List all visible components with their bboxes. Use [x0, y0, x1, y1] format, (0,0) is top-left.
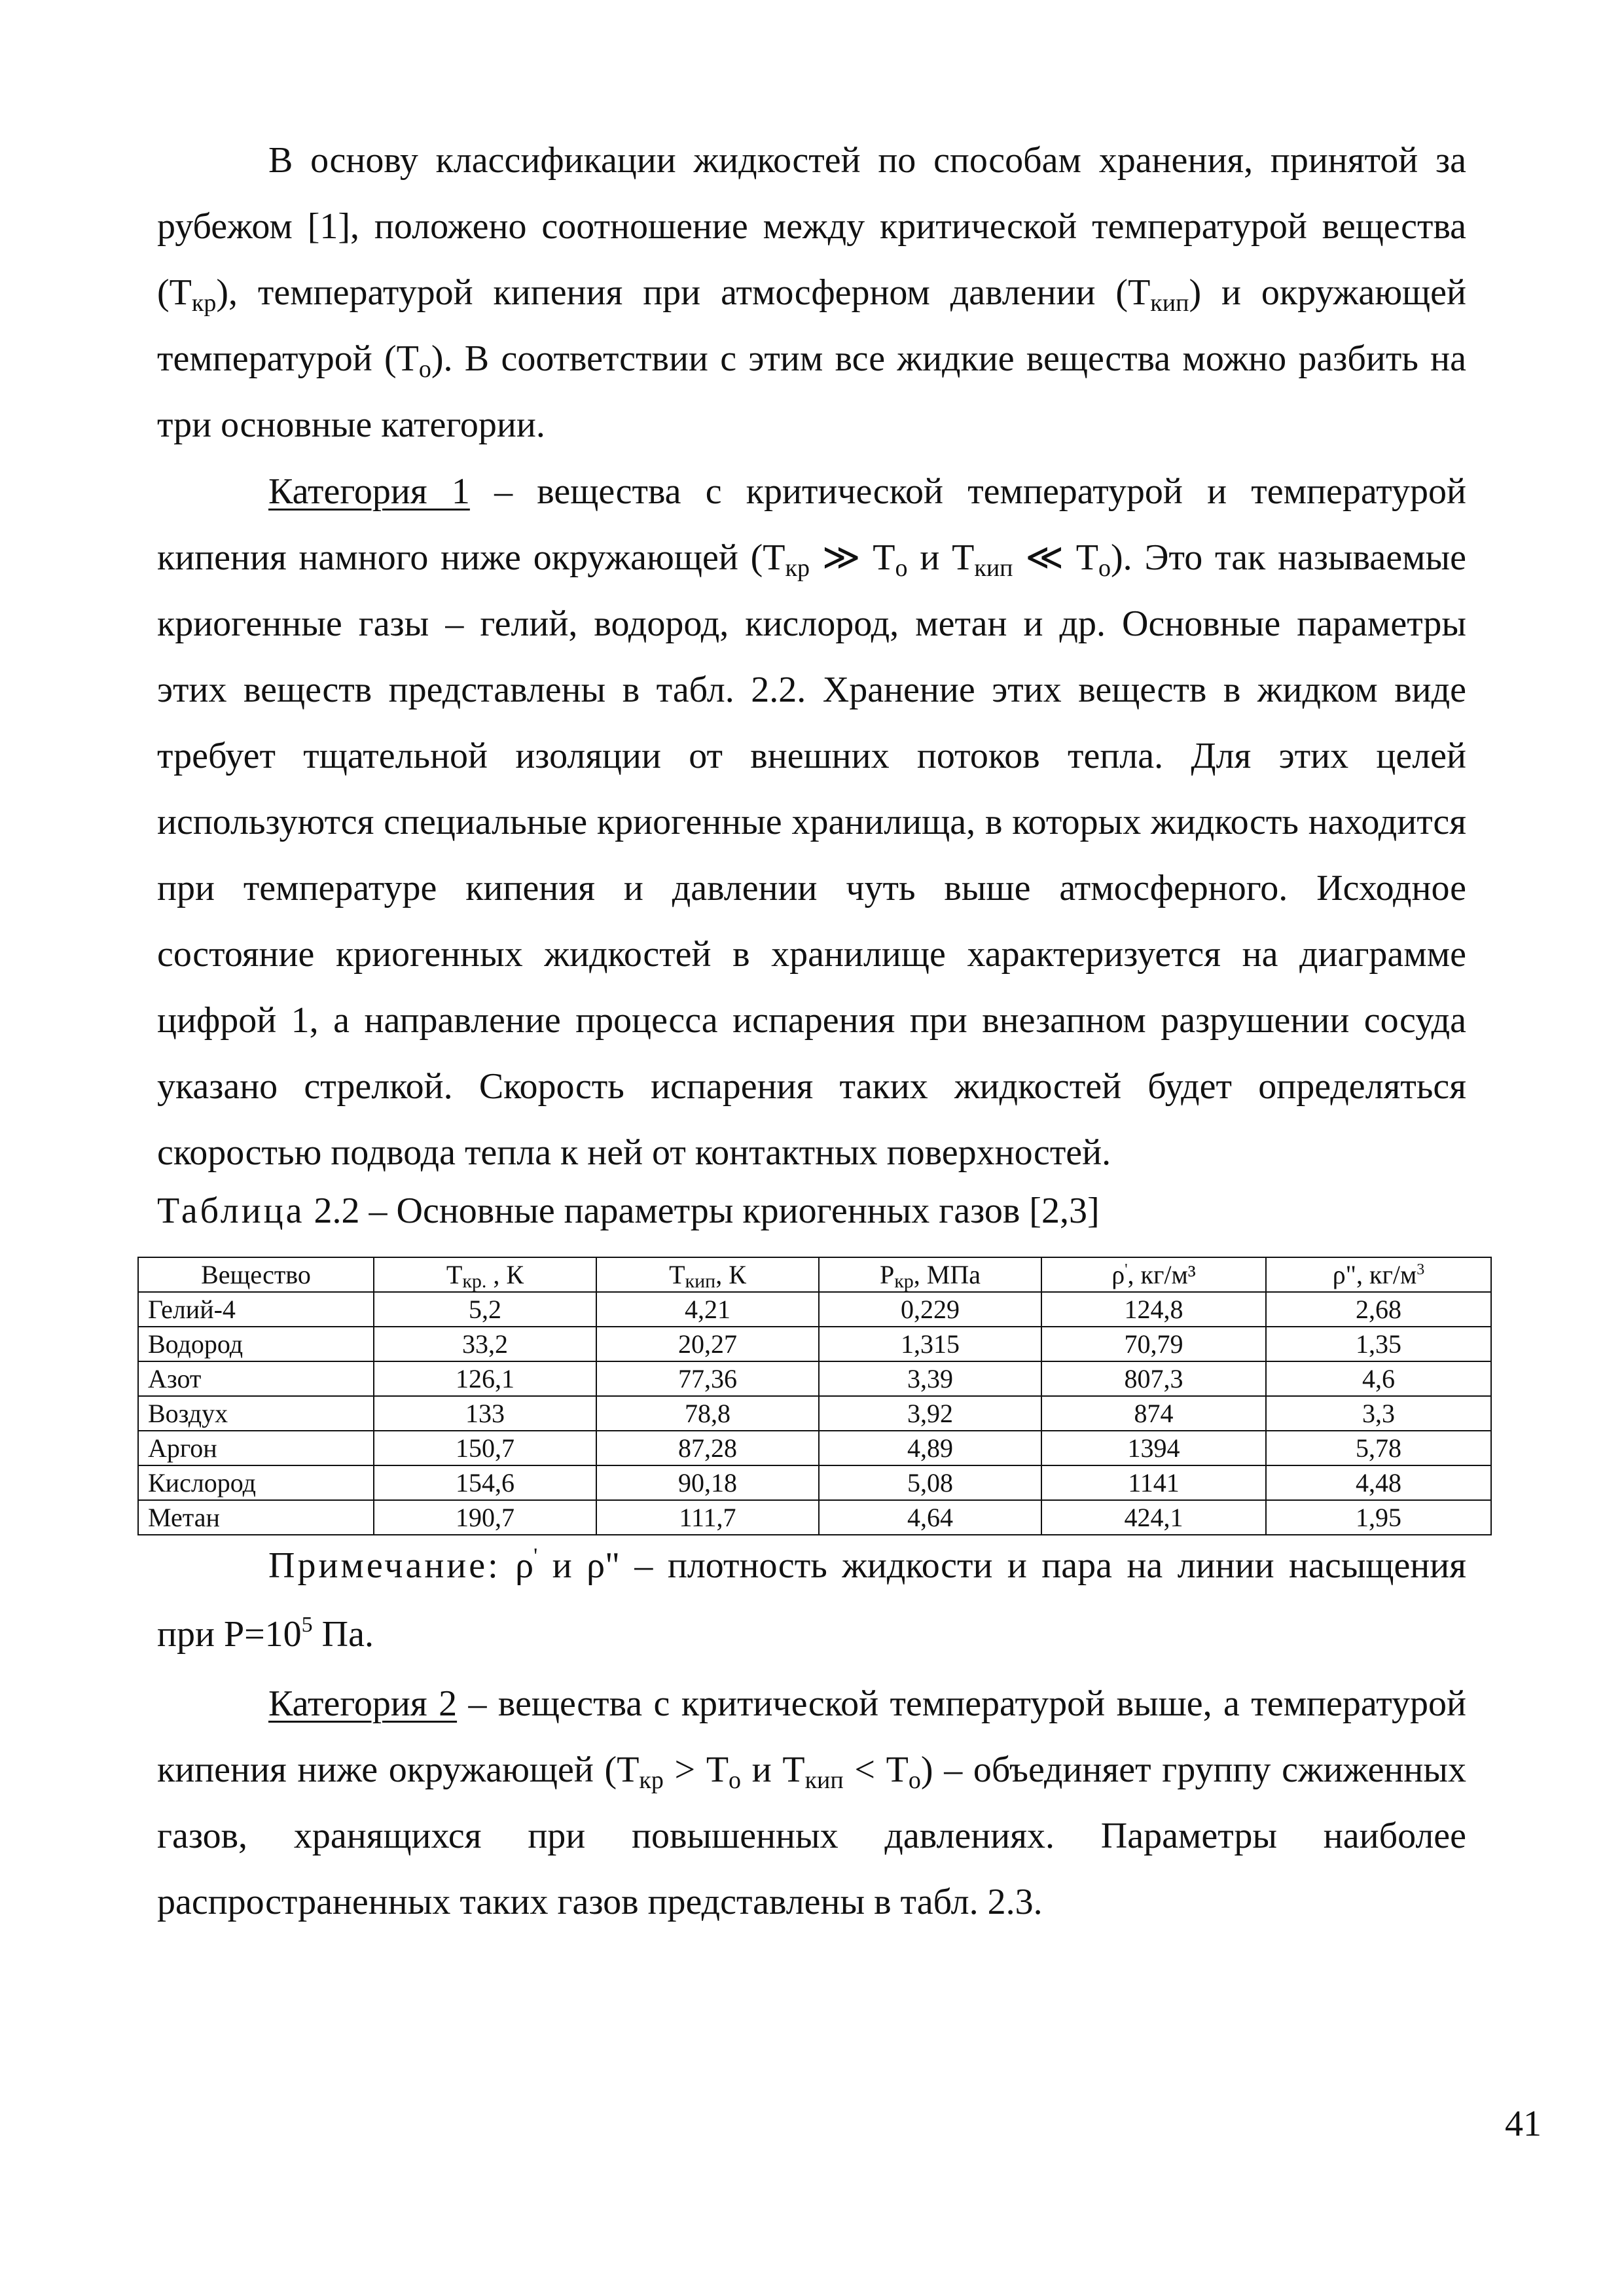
table-cell: 2,68 — [1266, 1292, 1491, 1327]
table-header-cell: Ркр, МПа — [819, 1257, 1041, 1292]
table-cell: 90,18 — [596, 1465, 819, 1500]
table-cell: 124,8 — [1041, 1292, 1266, 1327]
table-cell: 4,21 — [596, 1292, 819, 1327]
table-cell: 424,1 — [1041, 1500, 1266, 1535]
table-cell: 1,95 — [1266, 1500, 1491, 1535]
table-cell: 807,3 — [1041, 1361, 1266, 1396]
table-cell: Азот — [138, 1361, 374, 1396]
paragraph-category-2: Категория 2 – вещества с критической температурой выше, а температурой кипения ниже окружающей ($Т_{кр} > Т_о$ и $Т_{кип} < Т_о$) – объединяет группу сжиженных газов, хранящихся при повышенных давлениях. Параметры наиболее распространенных таких газов представлены в табл. 2.3. — [157, 1683, 1466, 1922]
table-cell: 4,6 — [1266, 1361, 1491, 1396]
page-number: 41 — [1505, 2104, 1542, 2144]
table-row — [138, 1465, 1491, 1500]
table-cell: 77,36 — [596, 1361, 819, 1396]
table-cell: 0,229 — [819, 1292, 1041, 1327]
table-cell: Воздух — [138, 1396, 374, 1431]
table-cell: 3,92 — [819, 1396, 1041, 1431]
table-cell: 1141 — [1041, 1465, 1266, 1500]
table-cell: Кислород — [138, 1465, 374, 1500]
table-cell: 4,89 — [819, 1431, 1041, 1465]
table-cell: 4,64 — [819, 1500, 1041, 1535]
table-cell: 1394 — [1041, 1431, 1266, 1465]
table-cell: 133 — [374, 1396, 596, 1431]
table-row — [138, 1396, 1491, 1431]
table-caption: Таблица 2.2 – Основные параметры криогенных газов [2,3] — [157, 1191, 1100, 1231]
table-header-cell: Ткип, К — [596, 1257, 819, 1292]
table-cell: Гелий-4 — [138, 1292, 374, 1327]
table-header-cell: ρ", $кг/м^3$ — [1266, 1257, 1491, 1292]
table-cell: 20,27 — [596, 1327, 819, 1361]
table-cell: 78,8 — [596, 1396, 819, 1431]
table-note: Примечание: ρ' и ρ" – плотность жидкости и пара на линии насыщения при $Р=10^5$ Па. — [157, 1544, 1466, 1655]
paragraph-intro: В основу классификации жидкостей по способам хранения, принятой за рубежом [1], положено соотношение между критической температурой вещества $(Т_{кр})$, температурой кипения при атмосферном давлении $(Т_{кип})$ и окружающей температурой $(Т_о)$. В соответствии с этим все жидкие вещества можно разбить на три основные категории. — [157, 140, 1466, 445]
table-row — [138, 1292, 1491, 1327]
table-row — [138, 1431, 1491, 1465]
table-cell: 126,1 — [374, 1361, 596, 1396]
table-cell: 5,78 — [1266, 1431, 1491, 1465]
table-cell: 1,315 — [819, 1327, 1041, 1361]
table-header-cell: Вещество — [138, 1257, 374, 1292]
table-cell: 5,08 — [819, 1465, 1041, 1500]
paragraph-category-1: Категория 1 – вещества с критической температурой и температурой кипения намного ниже окружающей ($Т_{кр}$ ≫ $Т_о$ и $Т_{кип}$ ≪ $Т_о$). Это так называемые криогенные газы – гелий, водород, кислород, метан и др. Основные параметры этих веществ представлены в табл. 2.2. Хранение этих веществ в жидком виде требует тщательной изоляции от внешних потоков тепла. Для этих целей используются специальные криогенные хранилища, в которых жидкость находится при температуре кипения и давлении чуть выше атмосферного. Исходное состояние криогенных жидкостей в хранилище характеризуется на диаграмме цифрой 1, а направление процесса испарения при внезапном разрушении сосуда указано стрелкой. Скорость испарения таких жидкостей будет определяться скоростью подвода тепла к ней от контактных поверхностей. — [157, 471, 1466, 1173]
table-cell: Метан — [138, 1500, 374, 1535]
table-header-row — [138, 1257, 1491, 1292]
table-header-cell: Ткр. , К — [374, 1257, 596, 1292]
category-1-label: Категория 1 — [268, 471, 470, 512]
table-row — [138, 1327, 1491, 1361]
table-cell: 154,6 — [374, 1465, 596, 1500]
table-cell: 4,48 — [1266, 1465, 1491, 1500]
category-2-label: Категория 2 — [268, 1683, 458, 1724]
table-cell: 33,2 — [374, 1327, 596, 1361]
table-cell: 3,3 — [1266, 1396, 1491, 1431]
table-cell: Аргон — [138, 1431, 374, 1465]
table-cell: 87,28 — [596, 1431, 819, 1465]
table-cell: 150,7 — [374, 1431, 596, 1465]
table-row — [138, 1361, 1491, 1396]
table-cell: 1,35 — [1266, 1327, 1491, 1361]
table-cell: 3,39 — [819, 1361, 1041, 1396]
table-cell: 5,2 — [374, 1292, 596, 1327]
table-cell: 111,7 — [596, 1500, 819, 1535]
table-cell: 190,7 — [374, 1500, 596, 1535]
table-header-cell: ρ', кг/м³ — [1041, 1257, 1266, 1292]
cryogenic-gases-table — [137, 1257, 1490, 1535]
table-cell: Водород — [138, 1327, 374, 1361]
table-row — [138, 1500, 1491, 1535]
table-cell: 874 — [1041, 1396, 1266, 1431]
table-cell: 70,79 — [1041, 1327, 1266, 1361]
